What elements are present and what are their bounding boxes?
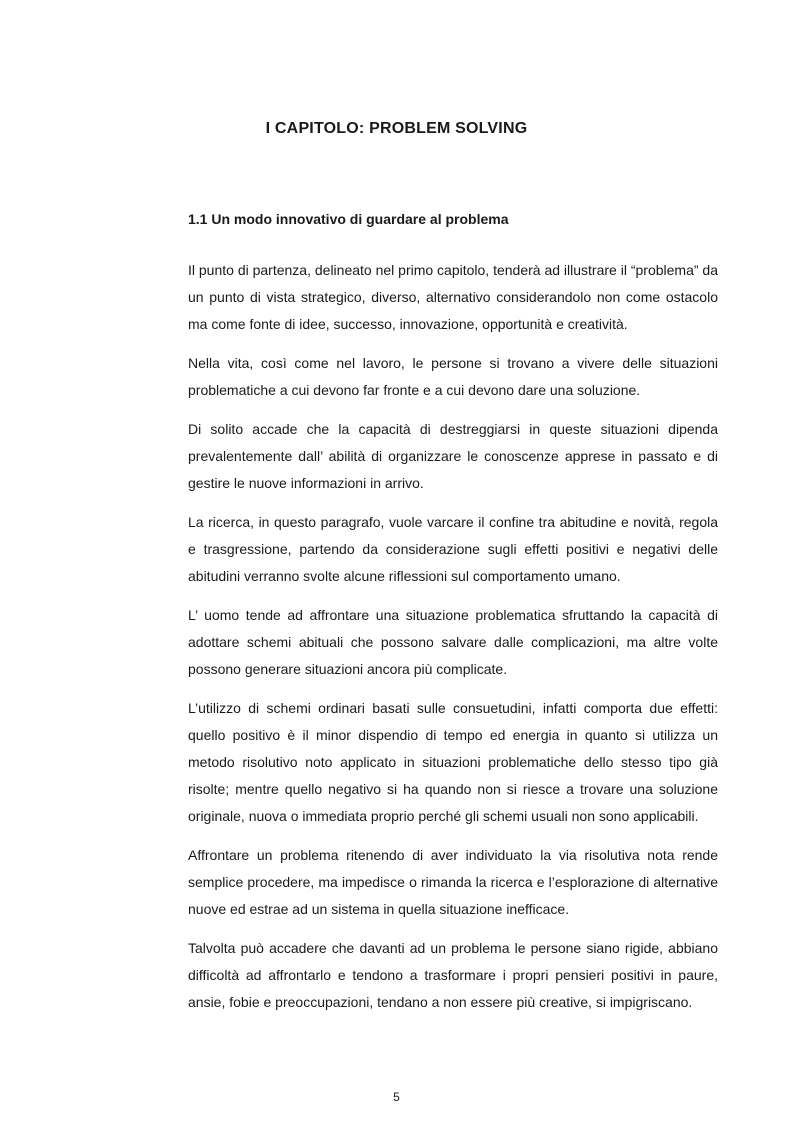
paragraph: L’utilizzo di schemi ordinari basati sulle consuetudini, infatti comporta due effetti: quello positivo è il minor dispendio di tempo ed energia in quanto si utilizza un metodo risolutivo noto applicato in situazioni problematiche dello stesso tipo già risolte; mentre quello negativo si ha quando non si riesce a trovare una soluzione originale, nuova o immediata proprio perché gli schemi usuali non sono applicabili. bbox=[188, 700, 718, 824]
page-number: 5 bbox=[393, 1090, 400, 1104]
paragraph: Il punto di partenza, delineato nel primo capitolo, tenderà ad illustrare il “problema” da un punto di vista strategico, diverso, alternativo considerandolo non come ostacolo ma come fonte di idee, successo, innovazione, opportunità e creatività. bbox=[188, 262, 718, 332]
paragraph: La ricerca, in questo paragrafo, vuole varcare il confine tra abitudine e novità, regola e trasgressione, partendo da considerazione sugli effetti positivi e negativi delle abitudini verranno svolte alcune riflessioni sul comportamento umano. bbox=[188, 514, 718, 584]
paragraph: Di solito accade che la capacità di destreggiarsi in queste situazioni dipenda prevalentemente dall’ abilità di organizzare le conoscenze apprese in passato e di gestire le nuove informazioni in arrivo. bbox=[188, 421, 718, 491]
paragraph: L’ uomo tende ad affrontare una situazione problematica sfruttando la capacità di adottare schemi abituali che possono salvare dalle complicazioni, ma altre volte possono generare situazioni ancora più complicate. bbox=[188, 607, 718, 677]
body-text bbox=[188, 257, 718, 1028]
paragraph: Talvolta può accadere che davanti ad un problema le persone siano rigide, abbiano difficoltà ad affrontarlo e tendono a trasformare i propri pensieri positivi in paure, ansie, fobie e preoccupazioni, tendano a non essere più creative, si impigriscano. bbox=[188, 940, 718, 1010]
paragraph: Nella vita, così come nel lavoro, le persone si trovano a vivere delle situazioni problematiche a cui devono far fronte e a cui devono dare una soluzione. bbox=[188, 355, 718, 398]
chapter-title: I CAPITOLO: PROBLEM SOLVING bbox=[265, 120, 528, 137]
section-title: 1.1 Un modo innovativo di guardare al problema bbox=[188, 211, 509, 227]
paragraph: Affrontare un problema ritenendo di aver individuato la via risolutiva nota rende semplice procedere, ma impedisce o rimanda la ricerca e l’esplorazione di alternative nuove ed estrae ad un sistema in quella situazione inefficace. bbox=[188, 847, 718, 917]
